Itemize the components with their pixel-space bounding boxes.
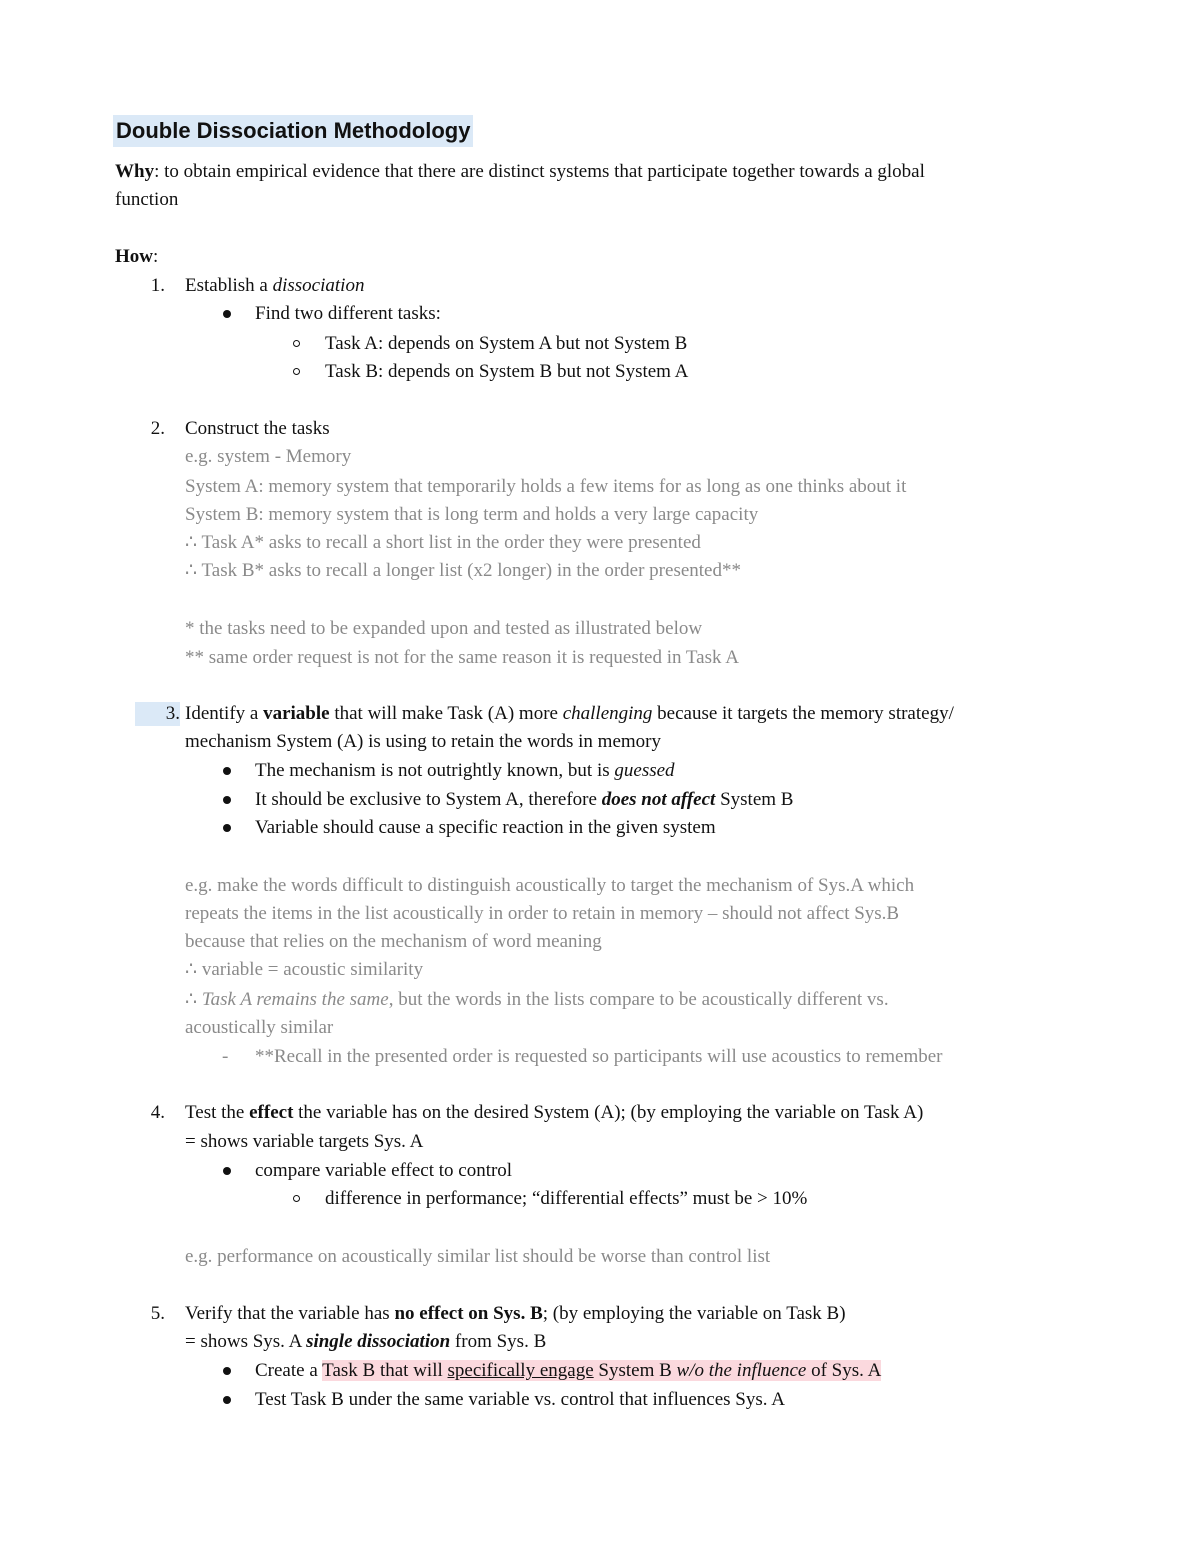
step-2-example-1: e.g. system - Memory — [185, 446, 352, 467]
step-3-bullet-1: The mechanism is not outrightly known, but is guessed — [255, 760, 675, 781]
step-3-example-7: **Recall in the presented order is requested so participants will use acoustics to remember — [255, 1046, 943, 1067]
step-3-example-2: repeats the items in the list acoustically in order to retain in memory – should not affect Sys.B — [185, 903, 900, 924]
step-3-example-5: ∴ Task A remains the same, but the words in the lists compare to be acoustically different vs. — [185, 989, 889, 1010]
step-3-example-1: e.g. make the words difficult to distinguish acoustically to target the mechanism of Sys.A which — [185, 875, 915, 896]
step-1-text: Establish a dissociation — [185, 275, 365, 296]
step-4-example-1: e.g. performance on acoustically similar list should be worse than control list — [185, 1246, 771, 1267]
bullet-dot — [223, 1396, 231, 1404]
bullet-dot — [223, 1367, 231, 1375]
sub-bullet-circle — [293, 1195, 300, 1202]
step-2-example-4: ∴ Task A* asks to recall a short list in the order they were presented — [185, 532, 701, 553]
page-title: Double Dissociation Methodology — [113, 115, 473, 147]
why-line-1: Why: to obtain empirical evidence that there are distinct systems that participate together towards a global — [115, 161, 925, 182]
step-1-number: 1. — [150, 275, 165, 296]
step-4-line-2: = shows variable targets Sys. A — [185, 1131, 424, 1152]
step-3-example-6: acoustically similar — [185, 1017, 334, 1038]
step-3-example-4: ∴ variable = acoustic similarity — [185, 959, 424, 980]
step-5-bullet-2: Test Task B under the same variable vs. control that influences Sys. A — [255, 1389, 785, 1410]
step-3-example-3: because that relies on the mechanism of word meaning — [185, 931, 602, 952]
bullet-dot — [223, 1167, 231, 1175]
step-4-number: 4. — [150, 1102, 165, 1123]
sub-bullet-circle — [293, 340, 300, 347]
step-5-line-1: Verify that the variable has no effect on Sys. B; (by employing the variable on Task B) — [185, 1303, 846, 1324]
bullet-dot — [223, 310, 231, 318]
sub-bullet-circle — [293, 368, 300, 375]
step-2-note-2: ** same order request is not for the same reason it is requested in Task A — [185, 647, 739, 668]
step-3-bullet-2: It should be exclusive to System A, therefore does not affect System B — [255, 789, 794, 810]
step-2-text: Construct the tasks — [185, 418, 330, 439]
bullet-dot — [223, 824, 231, 832]
step-3-line-2: mechanism System (A) is using to retain the words in memory — [185, 731, 661, 752]
step-1-sub-2: Task B: depends on System B but not System A — [325, 361, 689, 382]
step-2-number: 2. — [150, 418, 165, 439]
step-2-example-3: System B: memory system that is long term and holds a very large capacity — [185, 504, 759, 525]
bullet-dot — [223, 796, 231, 804]
step-4-sub-1: difference in performance; “differential effects” must be > 10% — [325, 1188, 808, 1209]
step-4-line-1: Test the effect the variable has on the desired System (A); (by employing the variable on Task A) — [185, 1102, 924, 1123]
step-2-example-2: System A: memory system that temporarily holds a few items for as long as one thinks about it — [185, 476, 907, 497]
step-5-number: 5. — [150, 1303, 165, 1324]
step-4-bullet-1: compare variable effect to control — [255, 1160, 513, 1181]
step-3-bullet-3: Variable should cause a specific reaction in the given system — [255, 817, 716, 838]
dash-marker: - — [222, 1046, 229, 1067]
step-5-bullet-1: Create a Task B that will specifically engage System B w/o the influence of Sys. A — [255, 1360, 882, 1381]
step-3-number: 3. — [135, 702, 180, 726]
step-2-note-1: * the tasks need to be expanded upon and tested as illustrated below — [185, 618, 703, 639]
bullet-dot — [223, 767, 231, 775]
step-3-line-1: Identify a variable that will make Task (A) more challenging because it targets the memory strategy/ — [185, 703, 954, 724]
step-1-bullet: Find two different tasks: — [255, 303, 441, 324]
why-label: Why — [115, 161, 155, 182]
why-line-2: function — [115, 189, 179, 210]
step-2-example-5: ∴ Task B* asks to recall a longer list (x2 longer) in the order presented** — [185, 560, 741, 581]
step-5-line-2: = shows Sys. A single dissociation from Sys. B — [185, 1331, 547, 1352]
how-heading: How: — [115, 246, 159, 267]
step-1-sub-1: Task A: depends on System A but not System B — [325, 333, 688, 354]
